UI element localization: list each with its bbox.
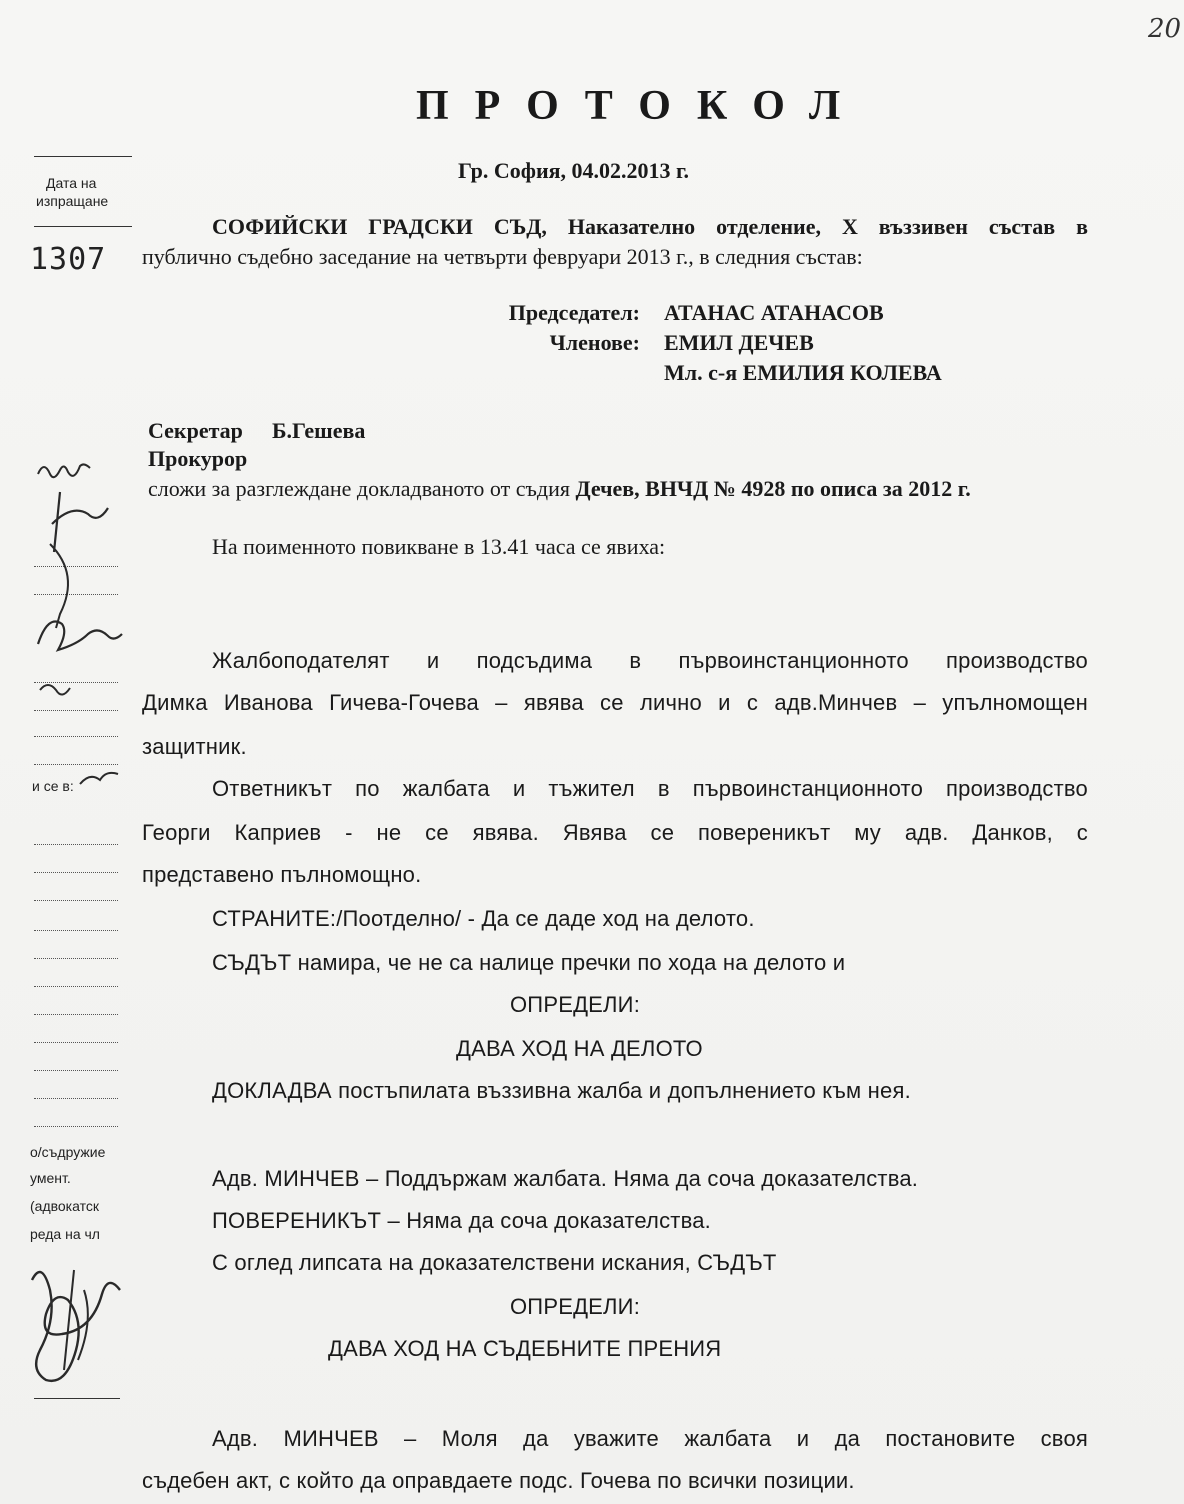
margin-dotted-rule xyxy=(34,1126,118,1127)
document-title: ПРОТОКОЛ xyxy=(416,83,867,129)
secretary-label: Секретар xyxy=(148,418,243,443)
margin-bottom-rule xyxy=(34,1398,120,1399)
margin-top-rule xyxy=(34,156,132,157)
margin-dotted-rule xyxy=(34,764,118,765)
received-label: и се в: xyxy=(32,778,74,794)
margin-dotted-rule xyxy=(34,872,118,873)
court-line-1: СОФИЙСКИ ГРАДСКИ СЪД, Наказателно отделение, Х въззивен състав в xyxy=(212,214,1088,239)
court-line-2: публично съдебно заседание на четвърти февруари 2013 г., в следния състав: xyxy=(142,244,863,269)
case-intro: сложи за разглеждане докладваното от съдия xyxy=(148,476,576,501)
margin-signature xyxy=(14,1250,124,1395)
margin-dotted-rule xyxy=(34,900,118,901)
proceed-case: ДАВА ХОД НА ДЕЛОТО xyxy=(456,1036,703,1061)
attorney-statement: ПОВЕРЕНИКЪТ – Няма да соча доказателства. xyxy=(212,1208,711,1233)
reports-line: ДОКЛАДВА постъпилата въззивна жалба и допълнението към нея. xyxy=(212,1078,911,1103)
margin-date-rule xyxy=(34,226,132,227)
minchev-statement-1: Адв. МИНЧЕВ – Поддържам жалбата. Няма да соча доказателства. xyxy=(212,1166,919,1191)
chair-name: АТАНАС АТАНАСОВ xyxy=(664,300,884,325)
margin-fragment-1: о/съдружие xyxy=(30,1144,106,1160)
secretary-name: Б.Гешева xyxy=(272,418,366,443)
margin-dotted-rule xyxy=(34,958,118,959)
appellant-line-2: Димка Иванова Гичева-Гочева – явява се лично и с адв.Минчев – упълномощен xyxy=(142,690,1088,715)
appellant-line-1: Жалбоподателят и подсъдима в първоинстанционното производство xyxy=(212,648,1088,673)
member-1: ЕМИЛ ДЕЧЕВ xyxy=(664,330,814,355)
page-number: 20 xyxy=(1148,14,1182,44)
proceed-debate: ДАВА ХОД НА СЪДЕБНИТЕ ПРЕНИЯ xyxy=(328,1336,722,1361)
case-line xyxy=(148,476,971,502)
respondent-line-3: представено пълномощно. xyxy=(142,862,422,887)
parties-statement: СТРАНИТЕ:/Поотделно/ - Да се даде ход на делото. xyxy=(212,906,755,931)
determined-1: ОПРЕДЕЛИ: xyxy=(510,992,641,1017)
given-lack: С оглед липсата на доказателствени искания, СЪДЪТ xyxy=(212,1250,777,1275)
date-sent-label-2: изпращане xyxy=(36,193,109,209)
appellant-line-3: защитник. xyxy=(142,734,247,759)
margin-dotted-rule xyxy=(34,844,118,845)
margin-fragment-3: (адвокатск xyxy=(30,1198,99,1214)
roll-call: На поименното повикване в 13.41 часа се явиха: xyxy=(212,534,666,559)
prosecutor-label: Прокурор xyxy=(148,446,248,471)
minchev-statement-2-line-1: Адв. МИНЧЕВ – Моля да уважите жалбата и да постановите своя xyxy=(212,1426,1088,1451)
court-finds: СЪДЪТ намира, че не са налице пречки по хода на делото и xyxy=(212,950,846,975)
margin-handwriting xyxy=(30,444,130,749)
respondent-line-1: Ответникът по жалбата и тъжител в първоинстанционното производство xyxy=(212,776,1088,801)
case-reference: Дечев, ВНЧД № 4928 по описа за 2012 г. xyxy=(575,476,971,501)
margin-fragment-4: реда на чл xyxy=(30,1226,100,1242)
member-2: Мл. с-я ЕМИЛИЯ КОЛЕВА xyxy=(664,360,942,385)
margin-dotted-rule xyxy=(34,1070,118,1071)
margin-dotted-rule xyxy=(34,1098,118,1099)
margin-dotted-rule xyxy=(34,1042,118,1043)
margin-dotted-rule xyxy=(34,1014,118,1015)
chair-label: Председател: xyxy=(508,300,640,325)
margin-fragment-2: умент. xyxy=(30,1170,71,1186)
margin-dotted-rule xyxy=(34,930,118,931)
margin-dotted-rule xyxy=(34,986,118,987)
margin-stamp-number: 1307 xyxy=(30,242,107,277)
date-sent-label-1: Дата на xyxy=(46,175,97,191)
city-date: Гр. София, 04.02.2013 г. xyxy=(458,158,690,183)
minchev-statement-2-line-2: съдебен акт, с който да оправдаете подс. Гочева по всички позиции. xyxy=(142,1468,855,1493)
respondent-line-2: Георги Каприев - не се явява. Явява се повереникът му адв. Данков, с xyxy=(142,820,1088,845)
members-label: Членове: xyxy=(549,330,640,355)
determined-2: ОПРЕДЕЛИ: xyxy=(510,1294,641,1319)
